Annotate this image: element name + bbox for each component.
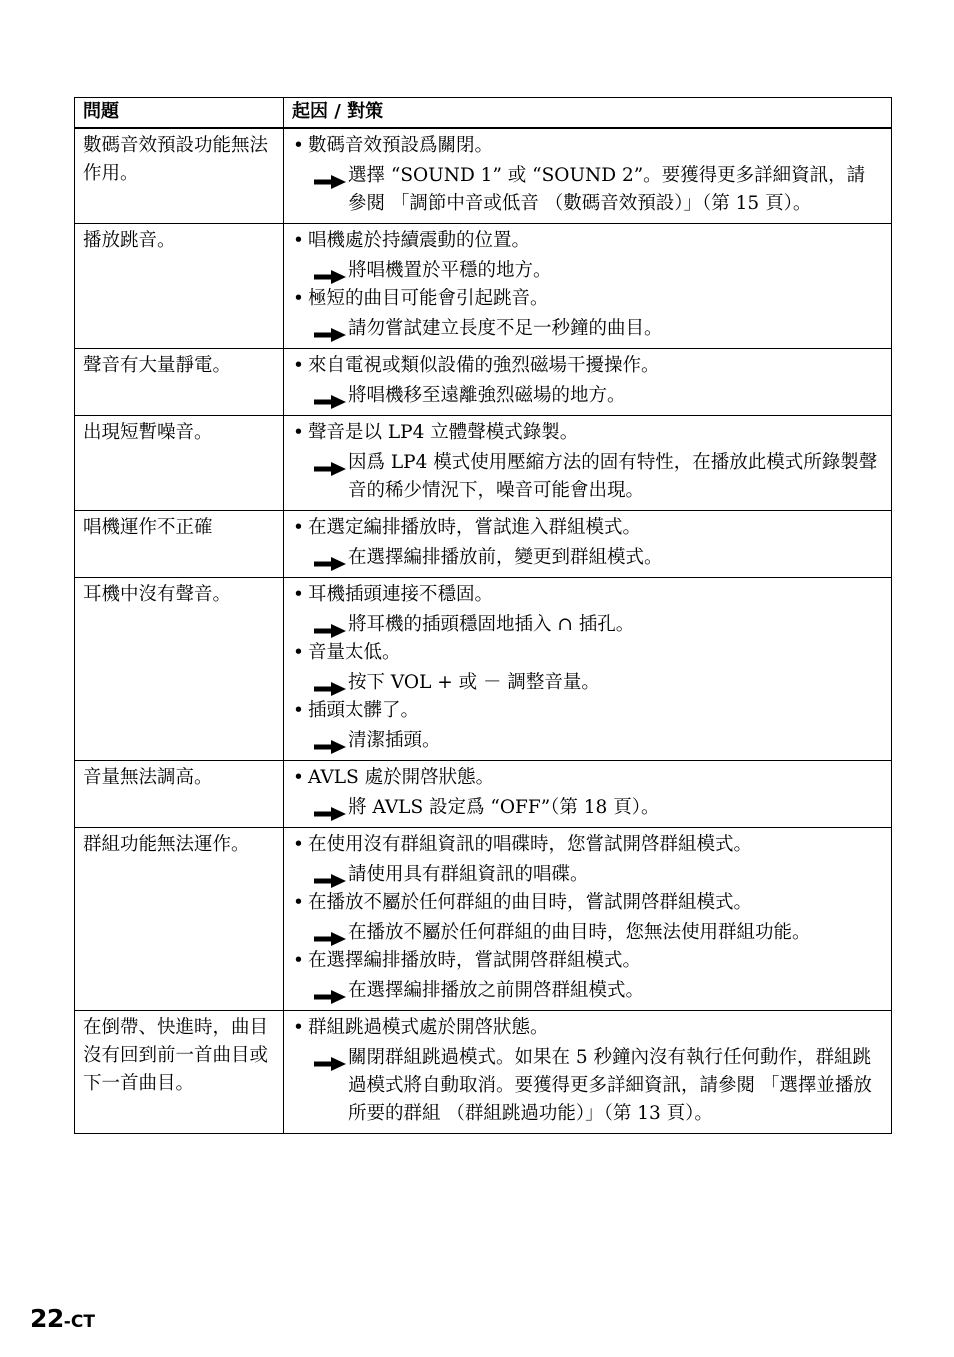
arrow-right-icon [314,552,346,566]
problem-cell [75,828,284,1011]
cause-text: 在使用沒有群組資訊的唱碟時，您嘗試開啓群組模式。 [308,834,753,855]
page-number-suffix: -CT [63,1312,95,1332]
cause-text: 在播放不屬於任何群組的曲目時，嘗試開啓群組模式。 [308,892,753,913]
cause-remedy-cell [284,578,892,761]
remedy-text: 清潔插頭。 [348,730,441,751]
remedy-text: 選擇 “SOUND 1” 或 “SOUND 2”。要獲得更多詳細資訊，請參閱 「調節中音或低音 （數碼音效預設）」（第 15 頁）。 [348,165,866,214]
remedy-text: 因爲 LP4 模式使用壓縮方法的固有特性，在播放此模式所錄製聲音的稀少情況下，噪音可能會出現。 [348,452,878,501]
cause-remedy-cell [284,128,892,224]
problem-cell [75,1011,284,1134]
bullet-icon: • [293,288,304,309]
arrow-right-icon [314,927,346,941]
cause-remedy-cell [284,349,892,416]
cause-remedy-item [292,285,883,343]
cause-remedy-item [292,639,883,697]
problem-text: 唱機運作不正確 [83,517,213,538]
arrow-right-icon [314,1052,346,1066]
table-body [75,128,892,1134]
table-row [75,761,892,828]
remedy-line [292,727,883,755]
cause-text: AVLS 處於開啓狀態。 [308,767,495,788]
bullet-icon: • [293,892,304,913]
remedy-line [292,861,883,889]
cause-line [292,285,883,313]
bullet-icon: • [293,1017,304,1038]
remedy-text: 將唱機移至遠離強烈磁場的地方。 [348,385,626,406]
cause-line [292,639,883,667]
cause-line [292,831,883,859]
cause-line [292,581,883,609]
cause-remedy-cell [284,224,892,349]
cause-remedy-item [292,947,883,1005]
bullet-icon: • [293,642,304,663]
remedy-text: 在選擇編排播放前，變更到群組模式。 [348,547,663,568]
problem-text: 出現短暫噪音。 [83,422,213,443]
problem-text: 群組功能無法運作。 [83,834,250,855]
bullet-icon: • [293,230,304,251]
table-header-row [75,98,892,129]
cause-text: 插頭太髒了。 [308,700,420,721]
cause-remedy-item [292,227,883,285]
cause-line [292,132,883,160]
cause-text: 來自電視或類似設備的強烈磁場干擾操作。 [308,355,660,376]
table-row [75,578,892,761]
remedy-line [292,977,883,1005]
bullet-icon: • [293,767,304,788]
cause-line [292,514,883,542]
cause-remedy-cell [284,761,892,828]
arrow-right-icon [314,619,346,633]
cause-line [292,352,883,380]
cause-remedy-item [292,1014,883,1128]
cause-text: 唱機處於持續震動的位置。 [308,230,531,251]
cause-line [292,764,883,792]
arrow-right-icon [314,985,346,999]
bullet-icon: • [293,517,304,538]
arrow-right-icon [314,265,346,279]
table-row [75,128,892,224]
remedy-line [292,162,883,218]
cause-text: 聲音是以 LP4 立體聲模式錄製。 [308,422,579,443]
cause-remedy-item [292,889,883,947]
remedy-line [292,669,883,697]
cause-remedy-cell [284,828,892,1011]
cause-remedy-item [292,514,883,572]
cause-remedy-item [292,581,883,639]
remedy-text: 按下 VOL + 或 － 調整音量。 [348,672,600,693]
cause-line [292,697,883,725]
table-row [75,1011,892,1134]
cause-remedy-item [292,132,883,218]
remedy-line [292,919,883,947]
remedy-text: 將耳機的插頭穩固地插入 ∩ 插孔。 [348,614,635,635]
arrow-right-icon [314,735,346,749]
table-row [75,416,892,511]
problem-text: 耳機中沒有聲音。 [83,584,232,605]
remedy-line [292,611,883,639]
table-row [75,349,892,416]
remedy-line [292,257,883,285]
remedy-text: 請使用具有群組資訊的唱碟。 [348,864,589,885]
remedy-line [292,1044,883,1128]
bullet-icon: • [293,135,304,156]
arrow-right-icon [314,457,346,471]
remedy-line [292,315,883,343]
bullet-icon: • [293,584,304,605]
problem-cell [75,578,284,761]
problem-text: 在倒帶、快進時，曲目沒有回到前一首曲目或下一首曲目。 [83,1017,269,1094]
remedy-text: 在播放不屬於任何群組的曲目時，您無法使用群組功能。 [348,922,811,943]
remedy-line [292,449,883,505]
cause-remedy-item [292,831,883,889]
remedy-text: 請勿嘗試建立長度不足一秒鐘的曲目。 [348,318,663,339]
cause-text: 群組跳過模式處於開啓狀態。 [308,1017,549,1038]
bullet-icon: • [293,422,304,443]
remedy-text: 將唱機置於平穩的地方。 [348,260,552,281]
cause-text: 音量太低。 [308,642,401,663]
cause-line [292,419,883,447]
remedy-text: 在選擇編排播放之前開啓群組模式。 [348,980,645,1001]
cause-text: 耳機插頭連接不穩固。 [308,584,494,605]
arrow-right-icon [314,170,346,184]
page-number-value: 22 [30,1304,64,1333]
problem-text: 音量無法調高。 [83,767,213,788]
problem-cell [75,511,284,578]
arrow-right-icon [314,869,346,883]
cause-line [292,1014,883,1042]
cause-remedy-item [292,697,883,755]
cause-remedy-item [292,419,883,505]
cause-line [292,227,883,255]
cause-remedy-cell [284,1011,892,1134]
cause-line [292,889,883,917]
remedy-text: 關閉群組跳過模式。如果在 5 秒鐘內沒有執行任何動作，群組跳過模式將自動取消。要獲得更多詳細資訊，請參閱 「選擇並播放所要的群組 （群組跳過功能）」（第 13 頁）。 [348,1047,872,1124]
cause-text: 極短的曲目可能會引起跳音。 [308,288,549,309]
problem-cell [75,761,284,828]
header-cause-remedy: 起因 / 對策 [284,98,892,129]
remedy-line [292,382,883,410]
problem-cell [75,224,284,349]
cause-text: 在選擇編排播放時，嘗試開啓群組模式。 [308,950,642,971]
arrow-right-icon [314,677,346,691]
arrow-right-icon [314,390,346,404]
arrow-right-icon [314,802,346,816]
cause-remedy-cell [284,511,892,578]
cause-remedy-item [292,352,883,410]
problem-cell [75,349,284,416]
bullet-icon: • [293,700,304,721]
cause-line [292,947,883,975]
table-row [75,224,892,349]
problem-text: 數碼音效預設功能無法作用。 [83,135,269,184]
remedy-line [292,544,883,572]
cause-text: 數碼音效預設爲關閉。 [308,135,494,156]
table-row [75,828,892,1011]
bullet-icon: • [293,834,304,855]
problem-text: 聲音有大量靜電。 [83,355,232,376]
troubleshooting-table [74,97,892,1134]
table-row [75,511,892,578]
remedy-text: 將 AVLS 設定爲 “OFF”（第 18 頁）。 [348,797,660,818]
bullet-icon: • [293,355,304,376]
bullet-icon: • [293,950,304,971]
header-problem: 問題 [75,98,284,129]
remedy-line [292,794,883,822]
problem-cell [75,416,284,511]
page-number [30,1304,95,1333]
problem-text: 播放跳音。 [83,230,176,251]
cause-remedy-item [292,764,883,822]
cause-remedy-cell [284,416,892,511]
arrow-right-icon [314,323,346,337]
problem-cell [75,128,284,224]
cause-text: 在選定編排播放時，嘗試進入群組模式。 [308,517,642,538]
